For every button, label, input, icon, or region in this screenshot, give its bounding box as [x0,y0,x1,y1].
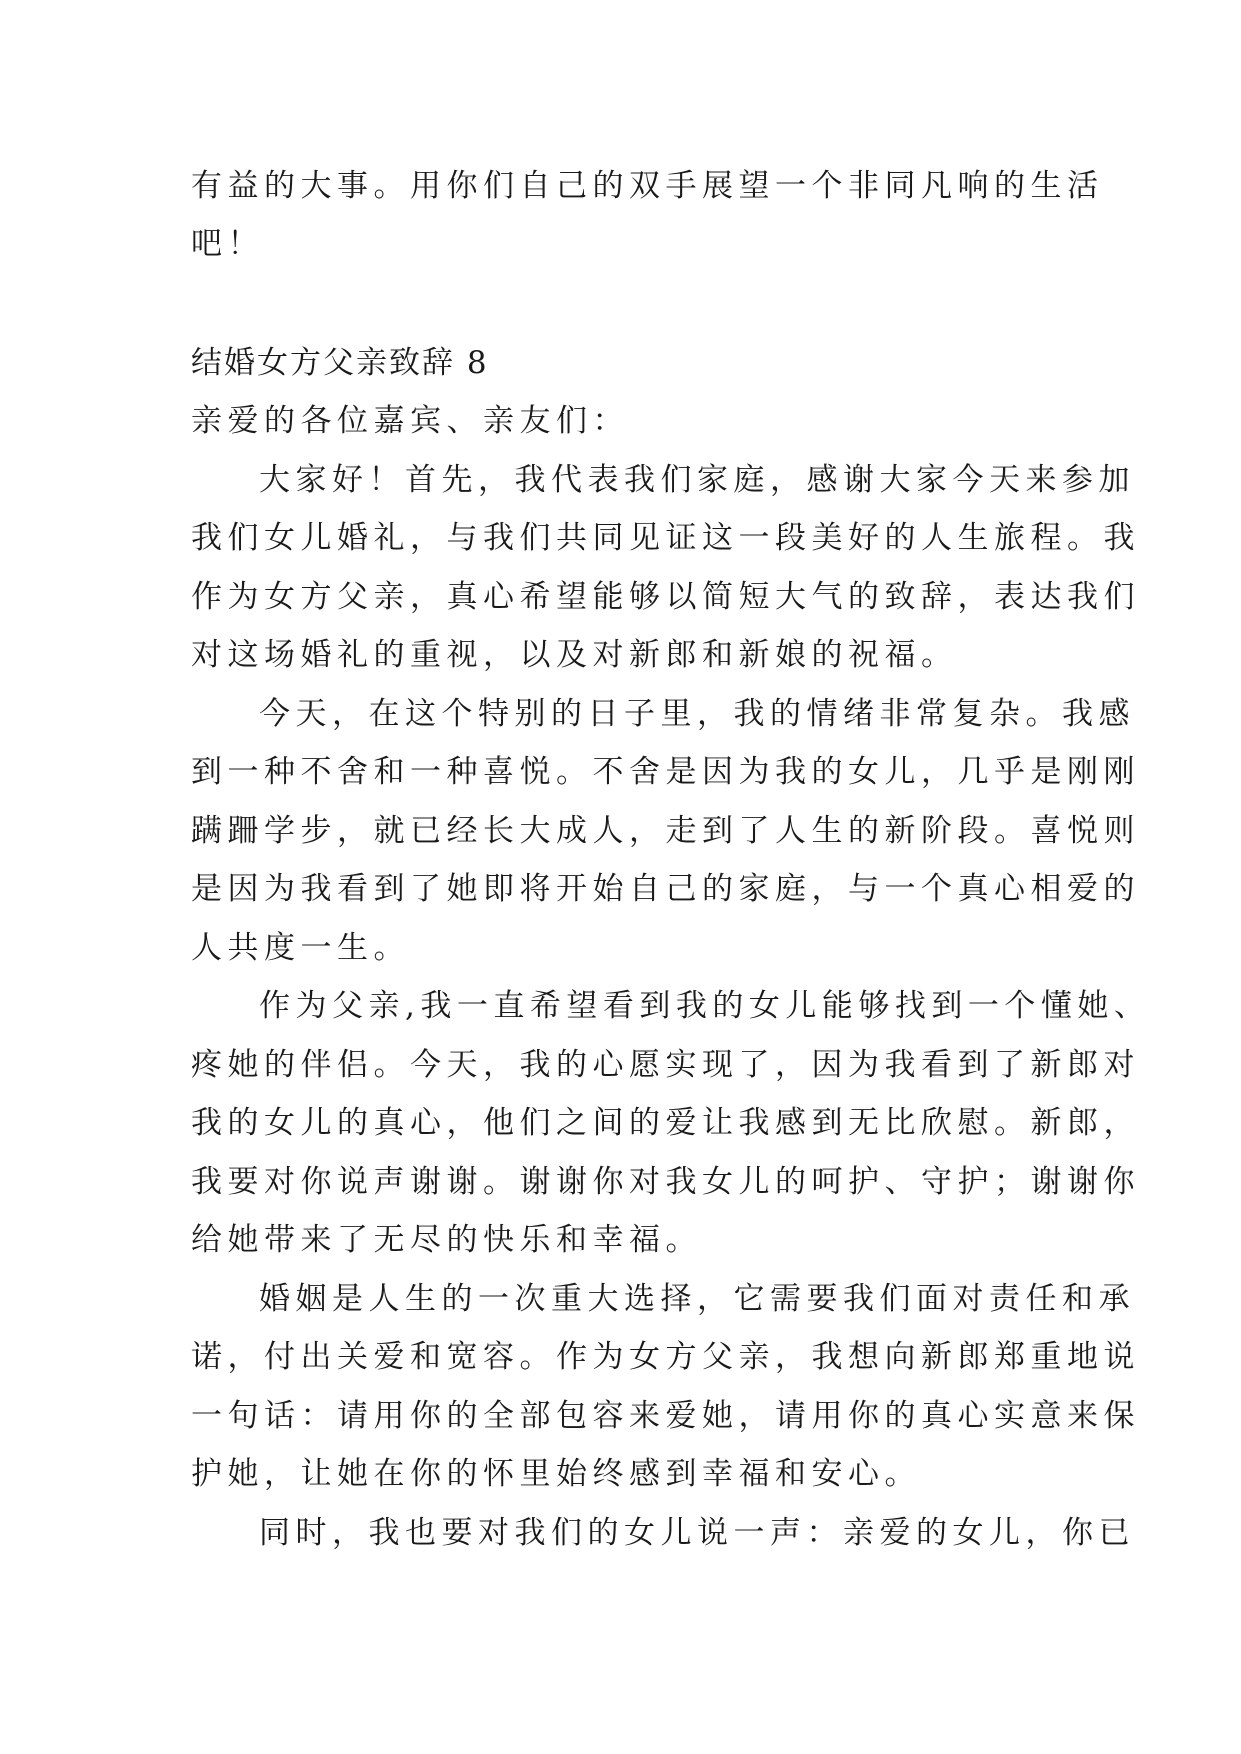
paragraph-2-line-4: 是因为我看到了她即将开始自己的家庭，与一个真心相爱的 [191,871,1140,907]
paragraph-1-line-3: 作为女方父亲，真心希望能够以简短大气的致辞，表达我们 [191,579,1140,615]
paragraph-4-line-1: 婚姻是人生的一次重大选择，它需要我们面对责任和承 [259,1281,1135,1317]
paragraph-3-line-1: 作为父亲,我一直希望看到我的女儿能够找到一个懂她、 [259,988,1151,1024]
salutation: 亲爱的各位嘉宾、亲友们： [191,403,629,439]
paragraph-2-line-1: 今天，在这个特别的日子里，我的情绪非常复杂。我感 [259,696,1135,732]
paragraph-4-line-3: 一句话：请用你的全部包容来爱她，请用你的真心实意来保 [191,1398,1140,1434]
continuation-line-2: 吧！ [191,226,264,262]
paragraph-4-line-2: 诺，付出关爱和宽容。作为女方父亲，我想向新郎郑重地说 [191,1339,1140,1375]
continuation-line-1: 有益的大事。用你们自己的双手展望一个非同凡响的生活 [191,168,1104,204]
paragraph-3-line-4: 我要对你说声谢谢。谢谢你对我女儿的呵护、守护；谢谢你 [191,1164,1140,1200]
paragraph-3-line-2: 疼她的伴侣。今天，我的心愿实现了，因为我看到了新郎对 [191,1047,1140,1083]
paragraph-2-line-5: 人共度一生。 [191,930,410,966]
paragraph-2-line-3: 蹒跚学步，就已经长大成人，走到了人生的新阶段。喜悦则 [191,813,1140,849]
paragraph-1-line-2: 我们女儿婚礼，与我们共同见证这一段美好的人生旅程。我 [191,520,1140,556]
paragraph-3-line-5: 给她带来了无尽的快乐和幸福。 [191,1222,702,1258]
paragraph-1-line-4: 对这场婚礼的重视，以及对新郎和新娘的祝福。 [191,637,958,673]
paragraph-3-line-3: 我的女儿的真心，他们之间的爱让我感到无比欣慰。新郎， [191,1105,1140,1141]
paragraph-4-line-4: 护她，让她在你的怀里始终感到幸福和安心。 [191,1456,921,1492]
section-title: 结婚女方父亲致辞 8 [191,345,489,381]
paragraph-1-line-1: 大家好！首先，我代表我们家庭，感谢大家今天来参加 [259,462,1135,498]
paragraph-5-line-1: 同时，我也要对我们的女儿说一声：亲爱的女儿，你已 [259,1515,1135,1551]
paragraph-2-line-2: 到一种不舍和一种喜悦。不舍是因为我的女儿，几乎是刚刚 [191,754,1140,790]
